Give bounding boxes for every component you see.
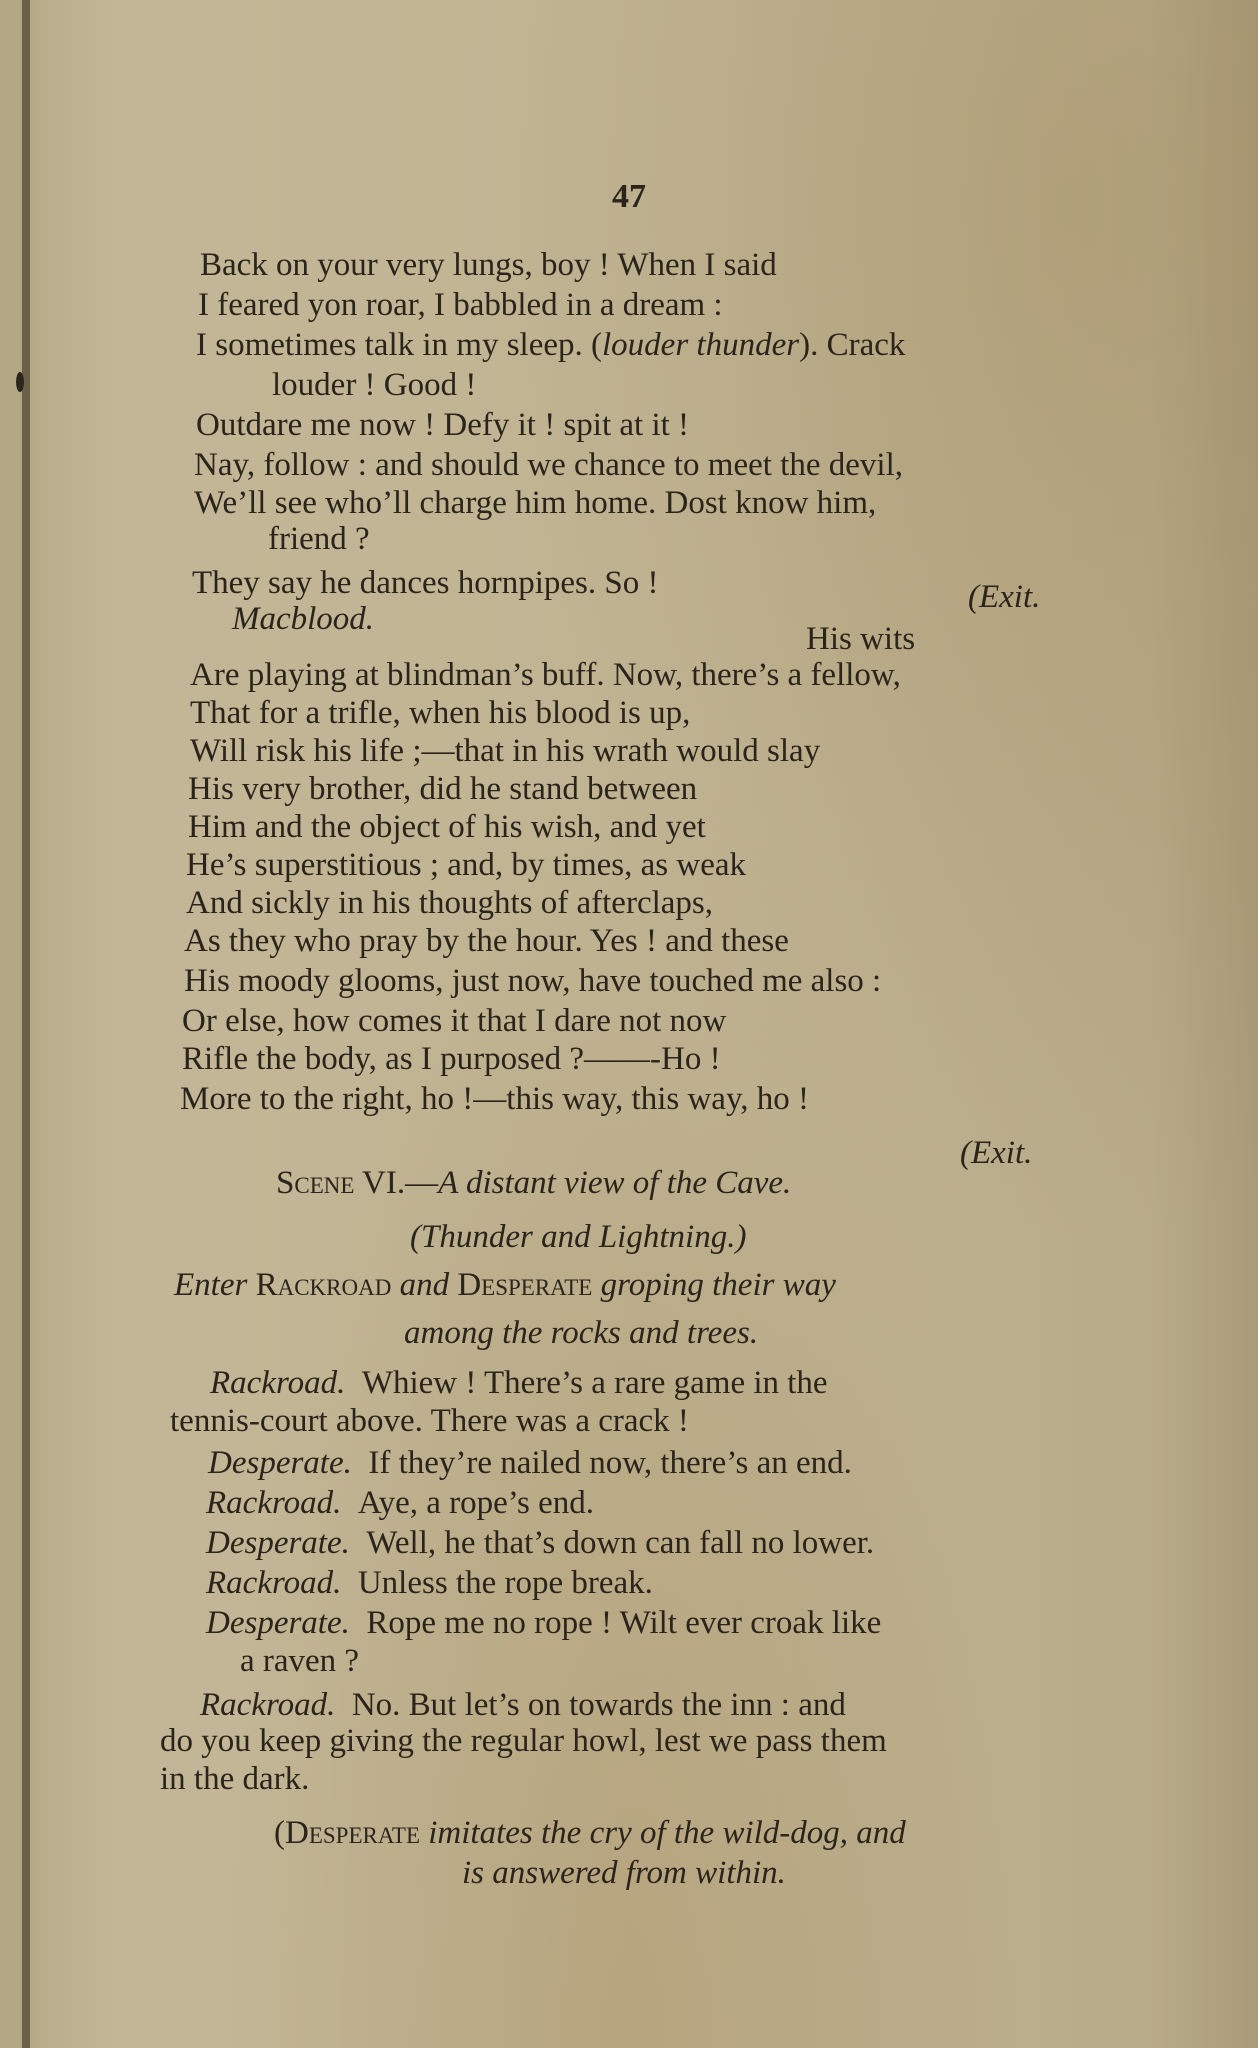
stage-direction-exit: (Exit. xyxy=(960,1135,1033,1171)
stage-direction-enter: Enter Rackroad and Desperate groping their way xyxy=(174,1267,836,1303)
verse-line: Him and the object of his wish, and yet xyxy=(188,809,706,845)
dialogue-line: Desperate. If they’re nailed now, there’s an end. xyxy=(208,1445,852,1481)
verse-line: I sometimes talk in my sleep. (louder thunder). Crack xyxy=(196,327,906,363)
stage-direction-enter: among the rocks and trees. xyxy=(404,1315,759,1351)
stage-direction-final: is answered from within. xyxy=(462,1855,786,1891)
speaker: Rackroad. xyxy=(206,1485,342,1521)
dialogue-line: in the dark. xyxy=(160,1761,310,1797)
speaker: Rackroad. xyxy=(200,1687,336,1723)
dialogue-line: Desperate. Well, he that’s down can fall no lower. xyxy=(206,1525,875,1561)
verse-line: Will risk his life ;—that in his wrath would slay xyxy=(190,733,821,769)
speaker: Desperate. xyxy=(208,1445,352,1481)
verse-line: Are playing at blindman’s buff. Now, there’s a fellow, xyxy=(190,657,901,693)
dialogue-line: a raven ? xyxy=(240,1643,360,1679)
verse-line: More to the right, ho !—this way, this way, ho ! xyxy=(180,1081,810,1117)
verse-line: His moody glooms, just now, have touched me also : xyxy=(184,963,882,999)
stage-direction-exit: (Exit. xyxy=(968,579,1041,615)
character-name: Macblood. xyxy=(232,601,375,637)
page-number: 47 xyxy=(612,178,646,215)
speaker: Rackroad. xyxy=(210,1365,346,1401)
verse-line: Or else, how comes it that I dare not now xyxy=(182,1003,727,1039)
verse-line: Outdare me now ! Defy it ! spit at it ! xyxy=(196,407,690,443)
verse-line: They say he dances hornpipes. So ! xyxy=(192,565,659,601)
speaker: Rackroad. xyxy=(206,1565,342,1601)
verse-line: Back on your very lungs, boy ! When I said xyxy=(200,247,777,283)
dialogue-line: Desperate. Rope me no rope ! Wilt ever croak like xyxy=(206,1605,882,1641)
dialogue-line: Rackroad. No. But let’s on towards the inn : and xyxy=(200,1687,846,1723)
verse-line: He’s superstitious ; and, by times, as weak xyxy=(186,847,747,883)
verse-line: His very brother, did he stand between xyxy=(188,771,698,807)
speaker: Desperate. xyxy=(206,1605,350,1641)
dialogue-line: Rackroad. Unless the rope break. xyxy=(206,1565,653,1601)
stage-direction-final: (Desperate imitates the cry of the wild-dog, and xyxy=(274,1815,906,1851)
binding-shadow xyxy=(22,0,30,2048)
stage-direction: (Thunder and Lightning.) xyxy=(410,1219,747,1255)
verse-line: Nay, follow : and should we chance to meet the devil, xyxy=(194,447,903,483)
verse-line: That for a trifle, when his blood is up, xyxy=(190,695,691,731)
scene-heading: Scene VI.—A distant view of the Cave. xyxy=(276,1165,792,1201)
verse-line: And sickly in his thoughts of afterclaps, xyxy=(186,885,714,921)
verse-line: As they who pray by the hour. Yes ! and these xyxy=(184,923,789,959)
ink-speck xyxy=(16,372,24,392)
verse-line: friend ? xyxy=(268,521,370,557)
verse-line: His wits xyxy=(806,621,916,657)
verse-line: Rifle the body, as I purposed ?——-Ho ! xyxy=(182,1041,721,1077)
verse-line: I feared yon roar, I babbled in a dream : xyxy=(198,287,723,323)
dialogue-line: do you keep giving the regular howl, lest we pass them xyxy=(160,1723,887,1759)
verse-line: louder ! Good ! xyxy=(272,367,477,403)
binding-edge xyxy=(0,0,22,2048)
speaker: Desperate. xyxy=(206,1525,350,1561)
dialogue-line: Rackroad. Aye, a rope’s end. xyxy=(206,1485,594,1521)
dialogue-line: Rackroad. Whiew ! There’s a rare game in the xyxy=(210,1365,828,1401)
verse-line: We’ll see who’ll charge him home. Dost know him, xyxy=(194,485,877,521)
dialogue-line: tennis-court above. There was a crack ! xyxy=(170,1403,689,1439)
